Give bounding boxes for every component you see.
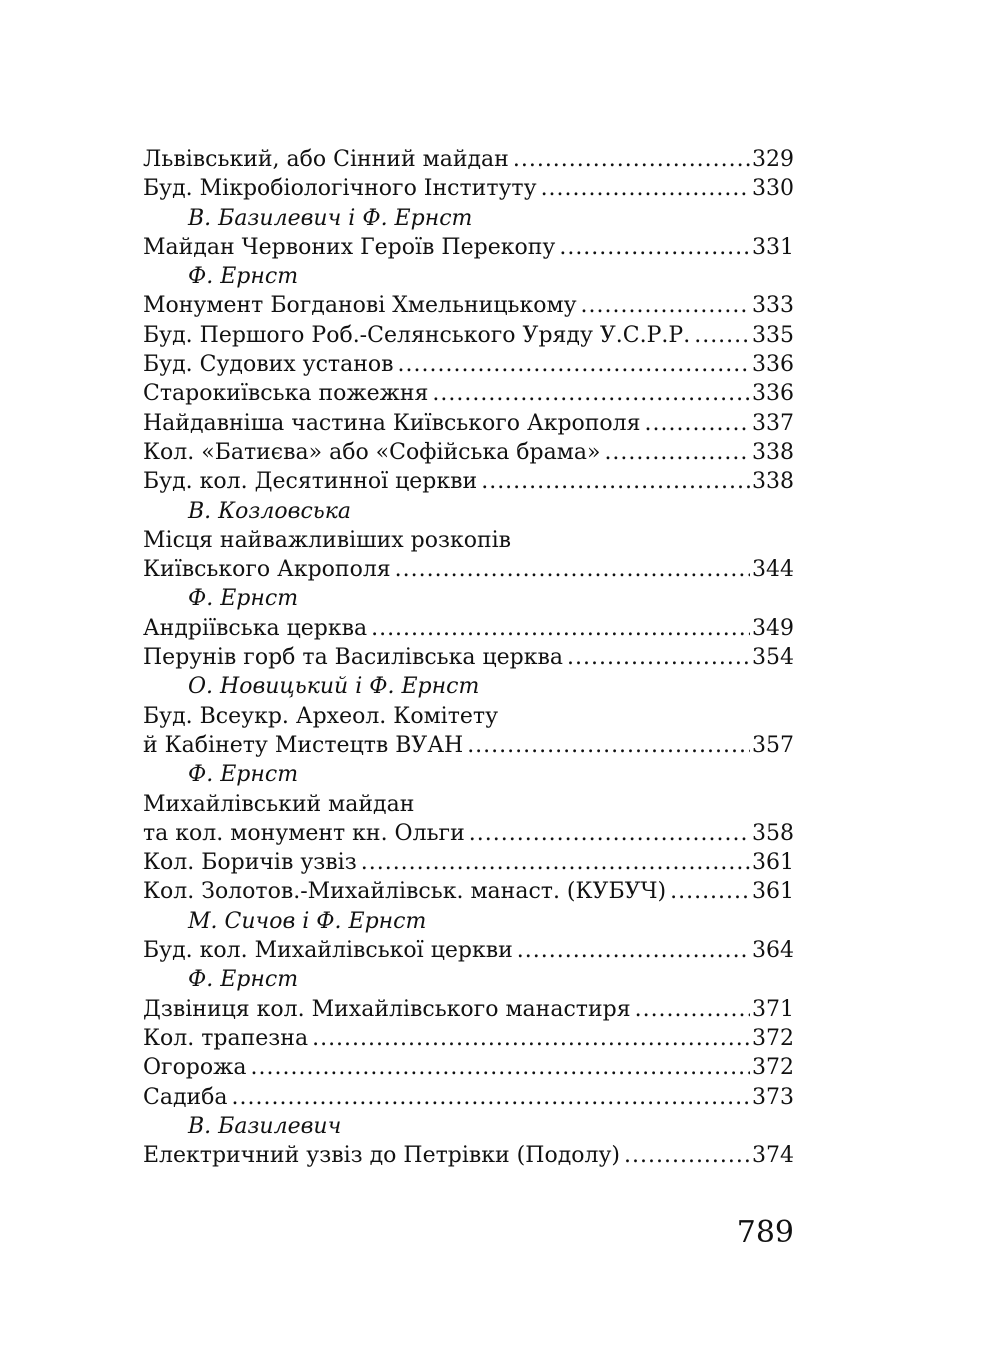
toc-entry-title: Київського Акрополя [143,557,391,583]
toc-entry-title: Кол. «Батиєва» або «Софійська брама» [143,439,601,465]
dot-leader [635,995,750,1024]
toc-author: В. Базилевич [188,1113,342,1139]
toc-entry [143,1141,794,1170]
toc-entry-page: 373 [752,1084,794,1110]
toc-entry-title: Перунів горб та Василівська церква [143,645,564,671]
toc-entry-page: 338 [752,469,794,495]
toc-entry-page: 329 [752,147,794,172]
toc-entry-page: 333 [752,293,794,319]
toc-entry-title: Кол. трапезна [143,1025,309,1051]
toc-author: М. Сичов і Ф. Ернст [188,908,427,934]
dot-leader [467,731,750,760]
toc-entry-title: Буд. кол. Михайлівської церкви [143,938,513,964]
toc-entry [143,848,794,877]
toc-entry-title: Буд. Судових установ [143,352,394,378]
toc-entry [143,731,794,760]
toc-entry-title: Буд. Мікробіологічного Інституту [143,176,537,202]
toc-author: В. Базилевич і Ф. Ернст [188,205,473,231]
dot-leader [541,174,750,203]
toc-author: Ф. Ернст [188,967,299,993]
toc-entry-page: 358 [752,820,794,846]
toc-entry-continued: Буд. Всеукр. Археол. Комітету [143,703,499,729]
dot-leader [670,877,750,906]
page-number: 789 [736,1215,794,1250]
toc-entry [143,643,794,672]
toc-entry [143,614,794,643]
toc-entry-title: й Кабінету Мистецтв ВУАН [143,732,464,758]
toc-entry-title: Буд. Першого Роб.-Селянського Уряду У.С.Р.Р. [143,322,691,348]
table-of-contents [143,145,794,1170]
toc-entry [143,1024,794,1053]
dot-leader [371,614,750,643]
toc-entry-page: 361 [752,879,794,905]
toc-entry-page: 361 [752,850,794,876]
dot-leader [513,145,750,174]
toc-entry [143,877,794,906]
toc-entry-continued: Михайлівський майдан [143,791,415,817]
dot-leader [432,379,750,408]
toc-entry-page: 349 [752,615,794,641]
dot-leader [624,1141,750,1170]
dot-leader [567,643,750,672]
toc-entry-page: 331 [752,234,794,260]
dot-leader [694,321,750,350]
toc-entry-page: 330 [752,176,794,202]
toc-entry-page: 374 [752,1143,794,1169]
toc-entry-page: 335 [752,322,794,348]
toc-entry-title: Дзвіниця кол. Михайлівського манастиря [143,996,631,1022]
toc-entry [143,145,794,174]
toc-entry [143,321,794,350]
dot-leader [469,819,750,848]
toc-entry-page: 372 [752,1055,794,1081]
dot-leader [517,936,750,965]
toc-entry [143,291,794,320]
toc-entry [143,819,794,848]
toc-entry-page: 337 [752,410,794,436]
dot-leader [581,291,750,320]
dot-leader [395,555,750,584]
toc-entry [143,379,794,408]
toc-entry [143,233,794,262]
dot-leader [398,350,750,379]
toc-entry-page: 364 [752,938,794,964]
toc-entry-title: Андріївська церква [143,615,368,641]
dot-leader [232,1083,750,1112]
toc-entry-page: 336 [752,381,794,407]
toc-entry-title: Огорожа [143,1055,247,1081]
toc-entry-title: Львівський, або Сінний майдан [143,147,509,172]
dot-leader [481,467,750,496]
toc-entry-title: Старокиївська пожежня [143,381,429,407]
toc-entry-title: Садиба [143,1084,228,1110]
dot-leader [604,438,750,467]
toc-author: О. Новицький і Ф. Ернст [188,674,480,700]
toc-entry [143,995,794,1024]
toc-author: Ф. Ернст [188,264,299,290]
dot-leader [361,848,750,877]
toc-entry-title: Монумент Богданові Хмельницькому [143,293,577,319]
toc-entry-title: Кол. Золотов.-Михайлівськ. манаст. (КУБУЧ) [143,879,667,905]
dot-leader [312,1024,750,1053]
toc-entry-title: Буд. кол. Десятинної церкви [143,469,478,495]
toc-entry-title: Майдан Червоних Героїв Перекопу [143,234,556,260]
toc-entry-page: 372 [752,1025,794,1051]
toc-entry-page: 371 [752,996,794,1022]
toc-author: Ф. Ернст [188,586,299,612]
toc-entry [143,555,794,584]
dot-leader [645,409,750,438]
toc-entry-continued: Місця найважливіших розкопів [143,527,512,553]
toc-entry [143,936,794,965]
toc-entry [143,438,794,467]
dot-leader [251,1053,751,1082]
toc-entry [143,350,794,379]
dot-leader [559,233,750,262]
toc-entry-title: Електричний узвіз до Петрівки (Подолу) [143,1143,620,1169]
toc-entry-page: 336 [752,352,794,378]
toc-entry [143,174,794,203]
toc-entry-page: 354 [752,645,794,671]
toc-entry-title: Найдавніша частина Київського Акрополя [143,410,641,436]
toc-entry-page: 338 [752,439,794,465]
toc-entry-page: 357 [752,732,794,758]
toc-entry-page: 344 [752,557,794,583]
toc-entry [143,409,794,438]
toc-author: В. Козловська [188,498,352,524]
toc-entry-title: та кол. монумент кн. Ольги [143,820,465,846]
toc-author: Ф. Ернст [188,762,299,788]
toc-entry [143,1053,794,1082]
toc-entry [143,467,794,496]
toc-entry [143,1083,794,1112]
toc-entry-title: Кол. Боричів узвіз [143,850,357,876]
